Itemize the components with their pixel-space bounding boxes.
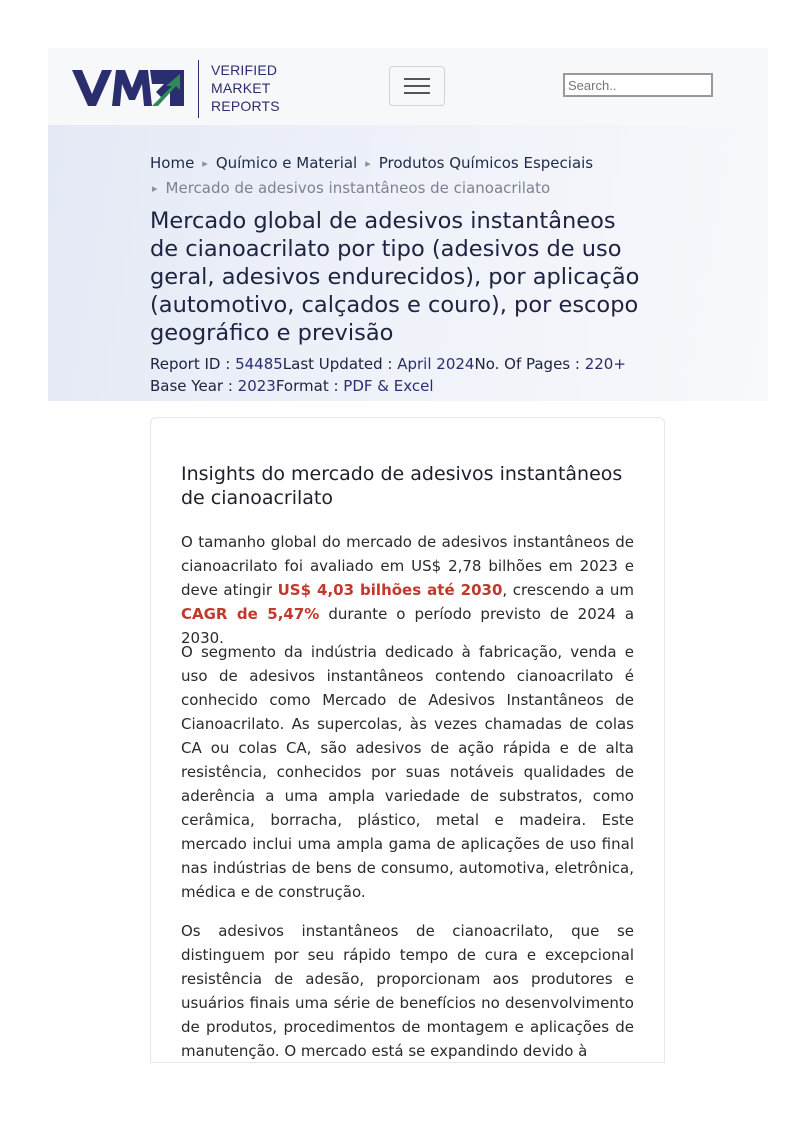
last-updated: April 2024 — [397, 355, 475, 373]
insights-paragraph-1 — [181, 530, 634, 650]
insights-heading: Insights do mercado de adesivos instantâneos de cianoacrilato — [181, 463, 623, 509]
logo-divider — [198, 60, 199, 118]
insights-paragraph-3: Os adesivos instantâneos de cianoacrilato, que se distinguem por seu rápido tempo de cura e excepcional resistência de adesão, proporcionam aos produtores e usuários finais uma série de benefícios no desenvolvimento de produtos, procedimentos de montagem e aplicações de manutenção. O mercado está se expandindo devido à — [181, 922, 634, 1060]
p1-text-a: O tamanho global do mercado de adesivos instantâneos de cianoacrilato foi avaliado em US$ 2,78 bilhões em 2023 e deve atingir — [181, 533, 634, 599]
logo-wordmark — [211, 61, 280, 115]
breadcrumb-current: Mercado de adesivos instantâneos de cianoacrilato — [165, 179, 551, 197]
p1-text-c: durante o período previsto de 2024 a 2030. — [181, 605, 635, 647]
report-meta — [150, 353, 670, 397]
page-count: 220+ — [584, 355, 626, 373]
logo-line-verified: VERIFIED — [211, 62, 278, 78]
site-header — [48, 48, 768, 126]
report-id: 54485 — [235, 355, 283, 373]
p1-text-b: , crescendo a um — [502, 581, 634, 599]
format: PDF & Excel — [343, 377, 434, 395]
hamburger-icon — [404, 92, 430, 94]
logo-line-reports: REPORTS — [211, 98, 280, 114]
insights-card — [150, 417, 665, 1063]
vmr-logo[interactable] — [72, 60, 282, 116]
breadcrumb-chemical-material[interactable]: Químico e Material — [215, 154, 358, 172]
hamburger-icon — [404, 78, 430, 80]
vmr-logo-icon — [72, 66, 184, 110]
insights-paragraph-2: O segmento da indústria dedicado à fabricação, venda e uso de adesivos instantâneos contendo cianoacrilato é conhecido como Mercado de Adesivos Instantâneos de Cianoacrilato. As supercolas, às vezes chamadas de colas CA ou colas CA, são adesivos de ação rápida e de alta resistência, conhecidos por suas notáveis qualidades de aderência a uma ampla variedade de substratos, como cerâmica, borracha, plástico, metal e madeira. Este mercado inclui uma ampla gama de aplicações de uso final nas indústrias de bens de consumo, automotiva, eletrônica, médica e de construção. — [181, 643, 634, 901]
page-count-label: No. Of Pages : — [474, 355, 585, 373]
breadcrumb — [150, 151, 670, 201]
chevron-right-icon: ▸ — [152, 182, 158, 195]
breadcrumb-home[interactable]: Home — [150, 154, 195, 172]
breadcrumb-specialty-chemicals[interactable]: Produtos Químicos Especiais — [378, 154, 594, 172]
report-id-label: Report ID : — [150, 355, 236, 373]
format-label: Format : — [275, 377, 344, 395]
cagr-highlight: CAGR de 5,47% — [181, 605, 320, 623]
last-updated-label: Last Updated : — [282, 355, 398, 373]
menu-toggle-button[interactable] — [389, 66, 445, 106]
chevron-right-icon: ▸ — [202, 157, 208, 170]
meta-row-2 — [150, 375, 670, 397]
report-hero — [48, 125, 768, 401]
chevron-right-icon: ▸ — [365, 157, 371, 170]
hamburger-icon — [404, 85, 430, 87]
page-title: Mercado global de adesivos instantâneos de cianoacrilato por tipo (adesivos de uso geral, adesivos endurecidos), por aplicação (automotivo, calçados e couro), por escopo geográfico e previsão — [150, 208, 640, 346]
logo-line-market: MARKET — [211, 80, 271, 96]
base-year: 2023 — [237, 377, 276, 395]
search-input[interactable] — [563, 73, 713, 97]
base-year-label: Base Year : — [150, 377, 238, 395]
market-value-highlight: US$ 4,03 bilhões até 2030 — [277, 581, 503, 599]
meta-row-1 — [150, 353, 670, 375]
